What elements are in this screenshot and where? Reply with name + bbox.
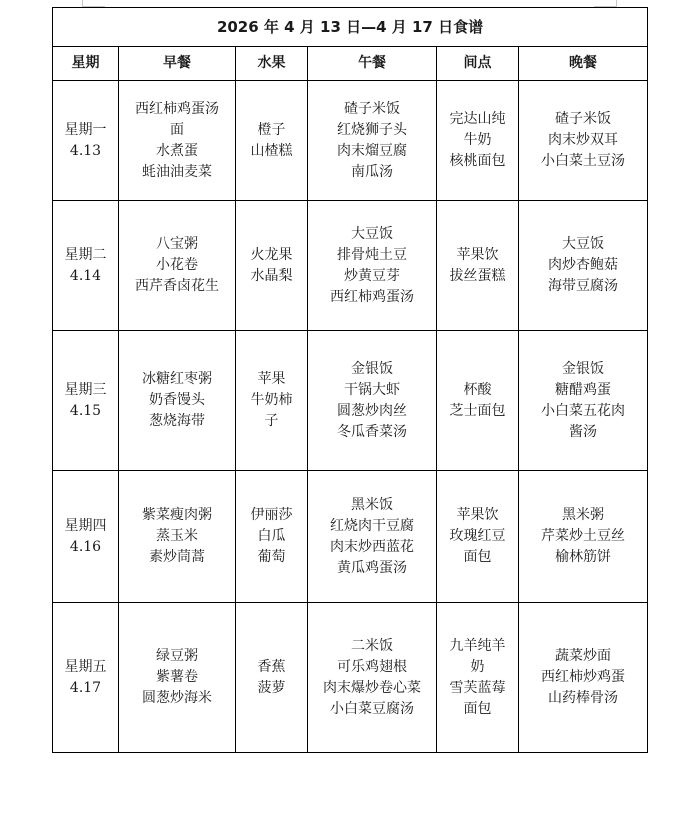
lunch-item: 金银饭 [351,360,393,377]
weekly-menu-table [52,7,648,753]
header-breakfast: 早餐 [119,47,236,81]
breakfast-cell [119,201,236,331]
lunch-item: 肉末炒西蓝花 [330,538,414,555]
lunch-item: 红烧肉干豆腐 [330,517,414,534]
snack-item: 核桃面包 [449,153,506,169]
lunch-item: 黑米饭 [351,496,393,513]
header-lunch: 午餐 [308,47,437,81]
fruit-item: 香蕉 [257,658,286,675]
page-corner-mark-left [82,0,105,7]
lunch-item: 黄瓜鸡蛋汤 [337,559,407,576]
breakfast-item: 西芹香卤花生 [135,278,219,294]
dinner-item: 金银饭 [562,360,605,377]
breakfast-item: 紫菜瘦肉粥 [142,507,212,523]
dinner-item: 海带豆腐汤 [548,278,619,294]
day-cell [53,331,119,471]
breakfast-item: 小花卷 [156,257,198,273]
snack-cell [437,331,519,471]
date-label: 4.13 [69,142,102,159]
menu-day-row [53,603,648,753]
breakfast-cell [119,603,236,753]
header-dinner: 晚餐 [519,47,648,81]
dinner-item: 小白菜五花肉 [541,402,626,419]
menu-title: 2026 年 4 月 13 日—4 月 17 日食谱 [53,8,648,47]
menu-day-row [53,471,648,603]
lunch-cell [308,603,437,753]
dinner-item: 榆林筋饼 [555,549,612,565]
dinner-cell [519,331,648,471]
snack-item: 玫瑰红豆 [449,528,506,544]
breakfast-cell [119,331,236,471]
dinner-item: 小白菜土豆汤 [541,153,626,169]
fruit-item: 水晶梨 [250,267,293,284]
fruit-item: 牛奶柿 [250,392,293,408]
dinner-item: 碴子米饭 [555,111,612,127]
day-cell [53,603,119,753]
weekday-label: 星期四 [64,517,107,534]
snack-cell [437,603,519,753]
lunch-cell [308,471,437,603]
lunch-item: 圆葱炒肉丝 [337,402,407,419]
snack-item: 苹果饮 [456,507,499,523]
weekday-label: 星期三 [64,381,107,398]
breakfast-item: 绿豆粥 [156,648,198,664]
dinner-item: 黑米粥 [562,507,605,523]
snack-cell [437,471,519,603]
breakfast-item: 葱烧海带 [149,413,205,429]
snack-item: 牛奶 [463,132,492,148]
breakfast-item: 蒸玉米 [156,528,198,544]
dinner-item: 西红柿炒鸡蛋 [541,669,626,685]
lunch-item: 肉末爆炒卷心菜 [323,679,421,696]
fruit-item: 白瓜 [257,528,286,544]
fruit-item: 葡萄 [257,549,286,565]
fruit-cell [236,471,308,603]
snack-item: 雪芙蓝莓 [449,679,506,696]
snack-item: 面包 [463,549,492,565]
dinner-item: 肉末炒双耳 [548,132,619,148]
dinner-item: 蔬菜炒面 [555,648,612,664]
lunch-item: 肉末熘豆腐 [337,142,407,159]
breakfast-item: 冰糖红枣粥 [142,371,212,387]
breakfast-cell [119,471,236,603]
breakfast-item: 紫薯卷 [156,669,198,685]
lunch-item: 炒黄豆芽 [344,267,400,284]
dinner-cell [519,201,648,331]
dinner-item: 山药棒骨汤 [548,690,619,706]
day-cell [53,471,119,603]
breakfast-item: 圆葱炒海米 [142,690,212,706]
breakfast-item: 蚝油油麦菜 [142,163,212,180]
fruit-cell [236,201,308,331]
weekday-label: 星期一 [64,121,107,138]
menu-body [53,81,648,753]
header-row [53,47,648,81]
lunch-cell [308,81,437,201]
date-label: 4.16 [69,538,102,555]
dinner-cell [519,81,648,201]
breakfast-cell [119,81,236,201]
weekday-label: 星期五 [64,658,107,675]
breakfast-item: 奶香馒头 [149,392,205,408]
fruit-cell [236,331,308,471]
dinner-item: 芹菜炒土豆丝 [541,528,626,544]
lunch-item: 南瓜汤 [351,163,393,180]
dinner-item: 肉炒杏鲍菇 [548,257,619,273]
snack-item: 完达山纯 [449,111,506,127]
fruit-item: 伊丽莎 [250,507,293,523]
header-day: 星期 [53,47,119,81]
menu-day-row [53,81,648,201]
fruit-item: 火龙果 [250,246,293,263]
snack-item: 九羊纯羊 [449,637,506,654]
breakfast-item: 素炒茼蒿 [149,549,205,565]
lunch-item: 大豆饭 [351,225,393,242]
dinner-cell [519,471,648,603]
lunch-item: 可乐鸡翅根 [337,658,407,675]
snack-cell [437,201,519,331]
dinner-item: 大豆饭 [562,236,605,252]
snack-item: 苹果饮 [456,246,499,263]
fruit-item: 苹果 [257,371,286,387]
lunch-item: 西红柿鸡蛋汤 [330,288,414,305]
breakfast-item: 西红柿鸡蛋汤 [135,100,219,117]
title-row [53,8,648,47]
lunch-item: 二米饭 [351,637,393,654]
lunch-item: 小白菜豆腐汤 [330,700,414,717]
header-snack: 间点 [437,47,519,81]
lunch-item: 冬瓜香菜汤 [337,423,407,440]
page-corner-mark-right [594,0,617,7]
snack-item: 杯酸 [463,381,492,398]
dinner-item: 糖醋鸡蛋 [555,381,612,398]
snack-item: 面包 [463,700,492,717]
weekday-label: 星期二 [64,246,107,263]
fruit-item: 橙子 [257,121,286,138]
date-label: 4.15 [69,402,102,419]
dinner-cell [519,603,648,753]
snack-item: 芝士面包 [449,402,506,419]
menu-day-row [53,201,648,331]
date-label: 4.14 [69,267,102,284]
lunch-cell [308,201,437,331]
lunch-cell [308,331,437,471]
fruit-cell [236,603,308,753]
snack-item: 拔丝蛋糕 [449,267,506,284]
fruit-item: 山楂糕 [250,142,293,159]
snack-cell [437,81,519,201]
breakfast-item: 八宝粥 [156,236,198,252]
breakfast-item: 水煮蛋 [156,142,198,159]
lunch-item: 碴子米饭 [344,100,400,117]
day-cell [53,81,119,201]
fruit-cell [236,81,308,201]
menu-day-row [53,331,648,471]
breakfast-item: 面 [170,121,184,138]
lunch-item: 排骨炖土豆 [337,246,407,263]
header-fruit: 水果 [236,47,308,81]
fruit-item: 子 [264,413,279,429]
day-cell [53,201,119,331]
fruit-item: 菠萝 [257,679,286,696]
date-label: 4.17 [69,679,102,696]
lunch-item: 红烧狮子头 [337,121,407,138]
dinner-item: 酱汤 [569,423,598,440]
lunch-item: 干锅大虾 [344,381,400,398]
snack-item: 奶 [470,658,485,675]
